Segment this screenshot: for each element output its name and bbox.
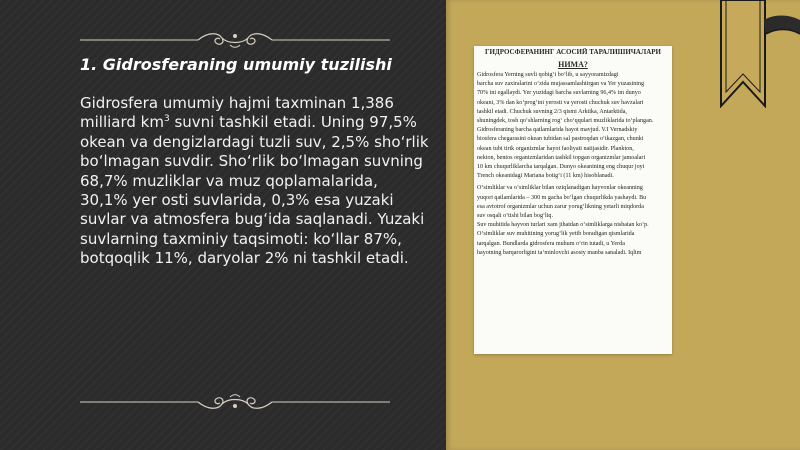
scan-text-line: okeani, 3% dan ko‘prog‘ini yerosti va yerosti chuchuk suv havzalari [477,99,644,106]
slide-body-text [80,94,430,269]
scan-text-line: suv osqali o‘tishi bilan bog‘liq. [477,213,553,220]
scan-text-line: nekton, bentos organizmlaridan tashkil topgan organizmlar jamoalari [477,154,646,161]
scan-text-line: tashkil etadi. Chuchuk suvning 2/3 qismi Arktika, Antarktida, [477,108,627,115]
scan-text-line: O‘simliklar va o‘simliklar bilan oziqlanadigan hayvonlar okeanning [477,185,643,192]
scan-text-line: Gidrosfera Yerning suvli qobig‘i bo‘lib, u sayyoramizdagi [477,72,619,78]
scan-text-line: yuqori qatlamlarida – 300 m gacha bo‘lgan chuqurlikda yashaydi. Bu [477,194,647,201]
bookmark-ribbon-icon [720,0,766,108]
page-curl-icon [764,14,800,74]
scan-text-line: tarqalgan. Bundlarda gidrosfera muhum o‘rin tutadi, u Yerda [477,240,625,247]
scan-text-line: barcha suv zaxiralarini o‘zida mujassamlashtirgan va Yer yuzasining [477,81,645,88]
scan-text-line: shuningdek, tosh qo‘shlarning rog‘ cho‘qqulari muzliklarida to‘plangan. [477,118,654,125]
body-text-part-1: Gidrosfera umumiy hajmi taxminan 1,386 milliard km [80,94,394,132]
scan-text-line: Gidrosferaning barcha qatlamlarida hayot mavjud. V.I Vernadskiy [477,127,638,134]
scanned-document-image [474,46,672,354]
scan-text-block [474,71,672,258]
slide-title: 1. Gidrosferaning umumiy tuzilishi [80,55,392,74]
scan-text-line: esa avtotrof organizmlar uchun zarur yorug‘likning yetarli miqdorda [477,203,644,210]
scan-heading: ГИДРОСФЕРАНИНГ АСОСИЙ ТАРАЛИШИЧАЛАРИ [485,48,661,56]
top-scroll-ornament-icon [80,30,390,50]
scan-text-line: biosfera chegarasini okean tubidan sal pastroqdan o‘tkazgan, chunki [477,136,644,143]
scan-text-line: Trench okeanidagi Mariana botig‘i (11 km) hisoblanadi. [477,173,614,180]
scan-text-line: okean tubi tirik organizmlar hayot faoliyati natijasidir. Plankton, [477,145,634,152]
scan-text-line: Suv muhitida hayvon turlari xam jihatdan o‘simliklarga nisbatan ko‘p. [477,222,649,229]
scan-text-line: hayotning barqarorligini ta‘minlovchi asosiy manba sanaladi. Iqlim [477,249,642,256]
scan-subheading: НИМА? [558,60,588,69]
scan-text-line: 10 km chuqurliklarcha tarqalgan. Dunyo okeanining eng chuqur joyi [477,164,645,171]
scan-text-line: 70% ini egallaydi. Yer yuzidagi barcha suvlarning 96,4% im dunyo [477,90,641,97]
body-text-part-2: suvni tashkil etadi. Uning 97,5% okean va dengizlardagi tuzli suv, 2,5% sho‘rlik bo‘lmagan suvdir. Sho‘rlik bo‘lmagan suvning 68,7% muzliklar va muz qoplamalarida, 30,1% yer osti suvlarida, 0,3% esa yuzaki suvlar va atmosfera bug‘ida saqlanadi. Yuzaki suvlarning taxminiy taqsimoti: ko‘llar 87%, botqoqlik 11%, daryolar 2% ni tashkil etadi. [80,113,429,268]
scan-text-line: O‘simliklar suv muhitining yorug‘lik yetib boradigan qismlarida [477,231,635,238]
bottom-scroll-ornament-icon [80,392,390,412]
cubic-superscript: 3 [163,114,170,125]
